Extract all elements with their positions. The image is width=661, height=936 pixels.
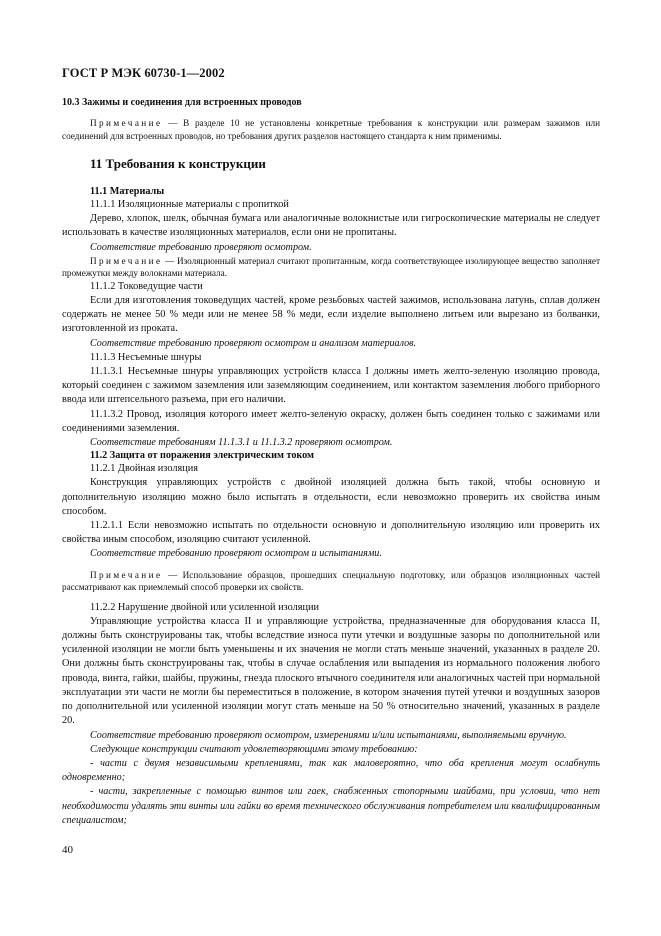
section-11-1-1-note [62,255,600,280]
section-10-3-heading: 10.3 Зажимы и соединения для встроенных проводов [62,97,302,108]
section-11-2-1-text: Конструкция управляющих устройств с двойной изоляцией должна быть такой, чтобы основную и дополнительную изоляцию можно было испытать в отдельности, если невозможно проверить их свойства иным способом. [62,477,600,517]
section-11-2-2-list-item: - части, закрепленные с помощью винтов или гаек, снабженных стопорными шайбами, при условии, что нет необходимости удалять эти винты или гайки во время технического обслуживания потребителем или квалифицированным специалистом; [62,786,600,826]
note-text: — В разделе 10 не установлены конкретные требования к конструкции или размерам зажимов или соединений для встроенных проводов, но требования других разделов настоящего стандарта к ним применимы. [62,118,600,141]
section-11-1-3-check: Соответствие требованиям 11.1.3.1 и 11.1.3.2 проверяют осмотром. [90,437,393,449]
section-11-1-1-heading: 11.1.1 Изоляционные материалы с пропиткой [90,199,289,210]
section-11-1-2-check: Соответствие требованию проверяют осмотром и анализом материалов. [90,337,417,349]
document-header: ГОСТ Р МЭК 60730-1—2002 [62,66,225,80]
note-prefix: Примечание [90,118,163,128]
section-11-1-3-2-text: 11.1.3.2 Провод, изоляция которого имеет желто-зеленую окраску, должен быть соединен только с зажимами или соединениями заземления. [62,408,600,434]
section-11-1-heading: 11.1 Материалы [90,186,165,197]
section-11-2-2-heading: 11.2.2 Нарушение двойной или усиленной изоляции [90,601,320,613]
section-11-2-2-text: Управляющие устройства класса II и управляющие устройства, предназначенные для оборудования класса II, должны быть сконструированы так, чтобы вследствие износа пути утечки и воздушные зазоры по дополнительной или усиленной изоляции не могли быть уменьшены и их значения не могли стать меньше значений, указанных в разделе 20. Они должны быть сконструированы так, чтобы в случае ослабления или выпадения из нормального положения любого провода, винта, гайки, шайбы, пружины, гнезда плоского втычного соединителя или аналогичных частей при нормальной эксплуатации эти части не могли бы переместиться в положение, в котором значения путей утечки и воздушных зазоров по дополнительной или усиленной изоляции могут стать меньше на 50 % относительно значений, указанных в разделе 20. [62,615,600,727]
section-11-2-2-list-intro: Следующие конструкции считают удовлетворяющими этому требованию: [90,743,418,755]
section-11-1-1-text: Дерево, хлопок, шелк, обычная бумага или аналогичные волокнистые или гигроскопические материалы не следует использовать в качестве изоляционных материалов, если они не пропитаны. [62,213,600,239]
section-11-2-1-1-text: 11.2.1.1 Если невозможно испытать по отдельности основную и дополнительную изоляцию или проверить их свойства иным способом, изоляцию считают усиленной. [62,520,600,546]
section-11-1-1-check: Соответствие требованию проверяют осмотром. [90,241,312,253]
section-10-3-note [62,117,600,142]
section-11-2-1-heading: 11.2.1 Двойная изоляция [90,463,198,475]
section-11-2-1-note [62,569,600,594]
section-11-1-3-heading: 11.1.3 Несъемные шнуры [90,351,202,363]
section-11-1-2-text: Если для изготовления токоведущих частей, кроме резьбовых частей зажимов, использована латунь, сплав должен содержать не менее 50 % меди или не менее 58 % меди, если изделие выполнено литьем или вырезано из болванки, изготовленной из проката. [62,295,600,335]
section-11-2-2-check: Соответствие требованию проверяют осмотром, измерениями и/или испытаниями, выполняемыми вручную. [90,729,567,741]
note-prefix: Примечание [90,569,163,580]
note-prefix: Примечание [90,255,163,266]
section-11-2-heading: 11.2 Защита от поражения электрическим током [90,450,314,462]
note-text: — Изоляционный материал считают пропитанным, когда соответствующее изолирующее вещество заполняет промежутки между волокнами материала. [62,255,600,279]
section-11-2-2-list-item: - части с двумя независимыми креплениями, так как маловероятно, что оба крепления могут ослабнуть одновременно; [62,757,600,784]
section-11-2-1-1-check: Соответствие требованию проверяют осмотром и испытаниями. [90,548,382,560]
section-11-1-3-1-text: 11.1.3.1 Несъемные шнуры управляющих устройств класса I должны иметь желто-зеленую изоляцию провода, который соединен с зажимом заземления или заземляющим соединением, или контактом заземления любого приборного ввода или штепсельного разъема, при его наличии. [62,366,600,406]
note-text: — Использование образцов, прошедших специальную подготовку, или образцов изоляционных частей рассматривают как приемлемый способ проверки их свойств. [62,569,600,593]
page-content [62,97,600,828]
section-11-heading: 11 Требования к конструкции [90,156,266,171]
section-11-1-2-heading: 11.1.2 Токоведущие части [90,280,203,292]
page-number: 40 [62,844,73,856]
